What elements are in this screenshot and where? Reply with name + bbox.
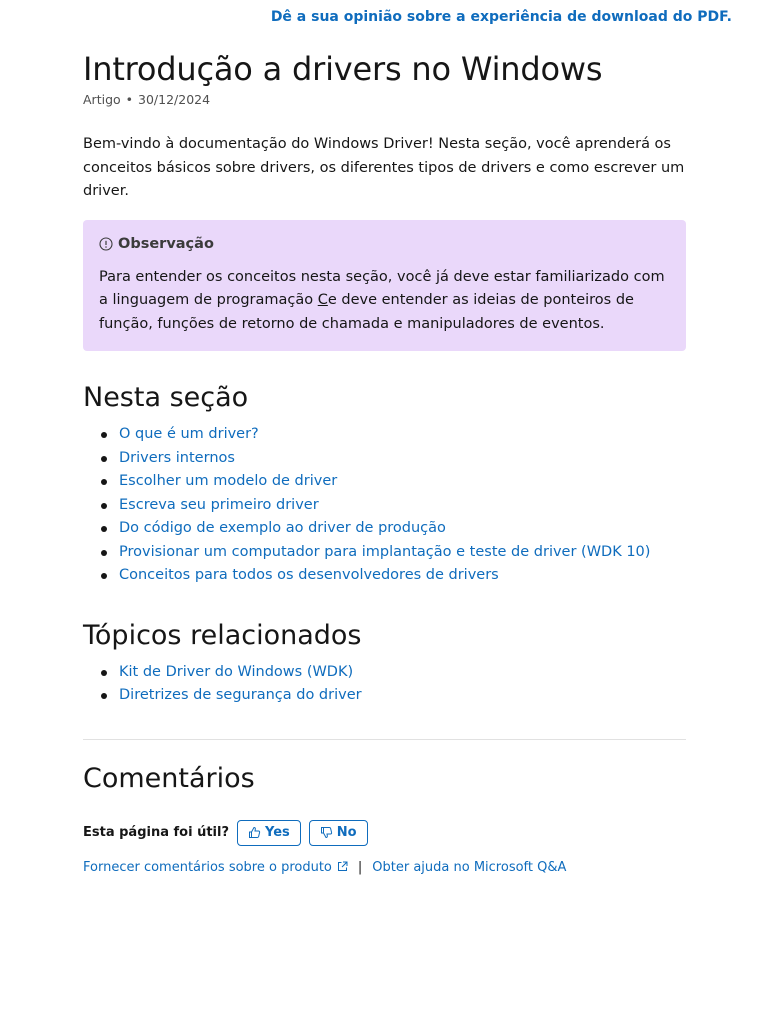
thumbs-down-icon	[320, 826, 333, 839]
product-feedback-label: Fornecer comentários sobre o produto	[83, 859, 332, 875]
meta-separator: •	[125, 92, 134, 107]
page-title: Introdução a drivers no Windows	[83, 50, 603, 88]
list-item	[119, 494, 686, 518]
section-divider	[83, 739, 686, 740]
link-provision-computer[interactable]: Provisionar um computador para implantação e teste de driver (WDK 10)	[119, 543, 651, 560]
article-content	[83, 50, 686, 875]
microsoft-qa-link[interactable]: Obter ajuda no Microsoft Q&A	[372, 859, 567, 875]
link-choose-driver-model[interactable]: Escolher um modelo de driver	[119, 473, 338, 489]
article-date: 30/12/2024	[138, 92, 211, 107]
external-link-icon	[337, 861, 348, 872]
comments-heading: Comentários	[83, 762, 255, 794]
link-concepts-all-developers[interactable]: Conceitos para todos os desenvolvedores de drivers	[119, 567, 499, 583]
note-callout	[83, 220, 686, 352]
list-item	[119, 470, 686, 494]
info-icon	[99, 237, 113, 251]
article-type: Artigo	[83, 92, 121, 107]
helpful-label: Esta página foi útil?	[83, 825, 230, 840]
link-sample-to-production[interactable]: Do código de exemplo ao driver de produção	[119, 520, 446, 536]
related-topics-heading: Tópicos relacionados	[83, 619, 362, 651]
list-item	[119, 661, 686, 685]
note-c-language: C	[317, 292, 328, 308]
list-item	[119, 447, 686, 471]
link-inbox-drivers[interactable]: Drivers internos	[119, 449, 235, 466]
list-item	[119, 423, 686, 447]
list-item	[119, 541, 686, 565]
article-meta	[83, 92, 686, 107]
link-write-first-driver[interactable]: Escreva seu primeiro driver	[119, 496, 319, 513]
list-item	[119, 564, 686, 588]
link-what-is-driver[interactable]: O que é um driver?	[119, 426, 259, 442]
in-this-section-list	[83, 423, 686, 588]
no-button[interactable]	[309, 820, 368, 846]
footer-links	[83, 860, 686, 875]
list-item	[119, 517, 686, 541]
note-body	[99, 266, 670, 337]
no-label: No	[336, 825, 357, 840]
pdf-feedback-link[interactable]: Dê a sua opinião sobre a experiência de download do PDF.	[270, 9, 732, 25]
product-feedback-link[interactable]	[83, 860, 348, 875]
note-title	[99, 236, 670, 252]
thumbs-up-icon	[248, 826, 261, 839]
link-security-guidelines[interactable]: Diretrizes de segurança do driver	[119, 687, 362, 703]
note-body-after: e deve entender as ideias de ponteiros de função, funções de retorno de chamada e manipuladores de eventos.	[99, 292, 634, 332]
note-title-text: Observação	[118, 235, 214, 252]
in-this-section-heading: Nesta seção	[83, 382, 249, 413]
yes-label: Yes	[265, 825, 290, 840]
yes-button[interactable]	[237, 820, 301, 846]
link-separator: |	[357, 859, 363, 875]
note-body-before: Para entender os conceitos nesta seção, você já deve estar familiarizado com a linguagem de programação	[99, 268, 665, 308]
related-topics-list	[83, 661, 686, 708]
helpful-row	[83, 820, 686, 846]
list-item	[119, 684, 686, 708]
link-wdk[interactable]: Kit de Driver do Windows (WDK)	[119, 663, 354, 680]
intro-paragraph: Bem-vindo à documentação do Windows Driver! Nesta seção, você aprenderá os conceitos básicos sobre drivers, os diferentes tipos de drivers e como escrever um driver.	[83, 136, 685, 199]
